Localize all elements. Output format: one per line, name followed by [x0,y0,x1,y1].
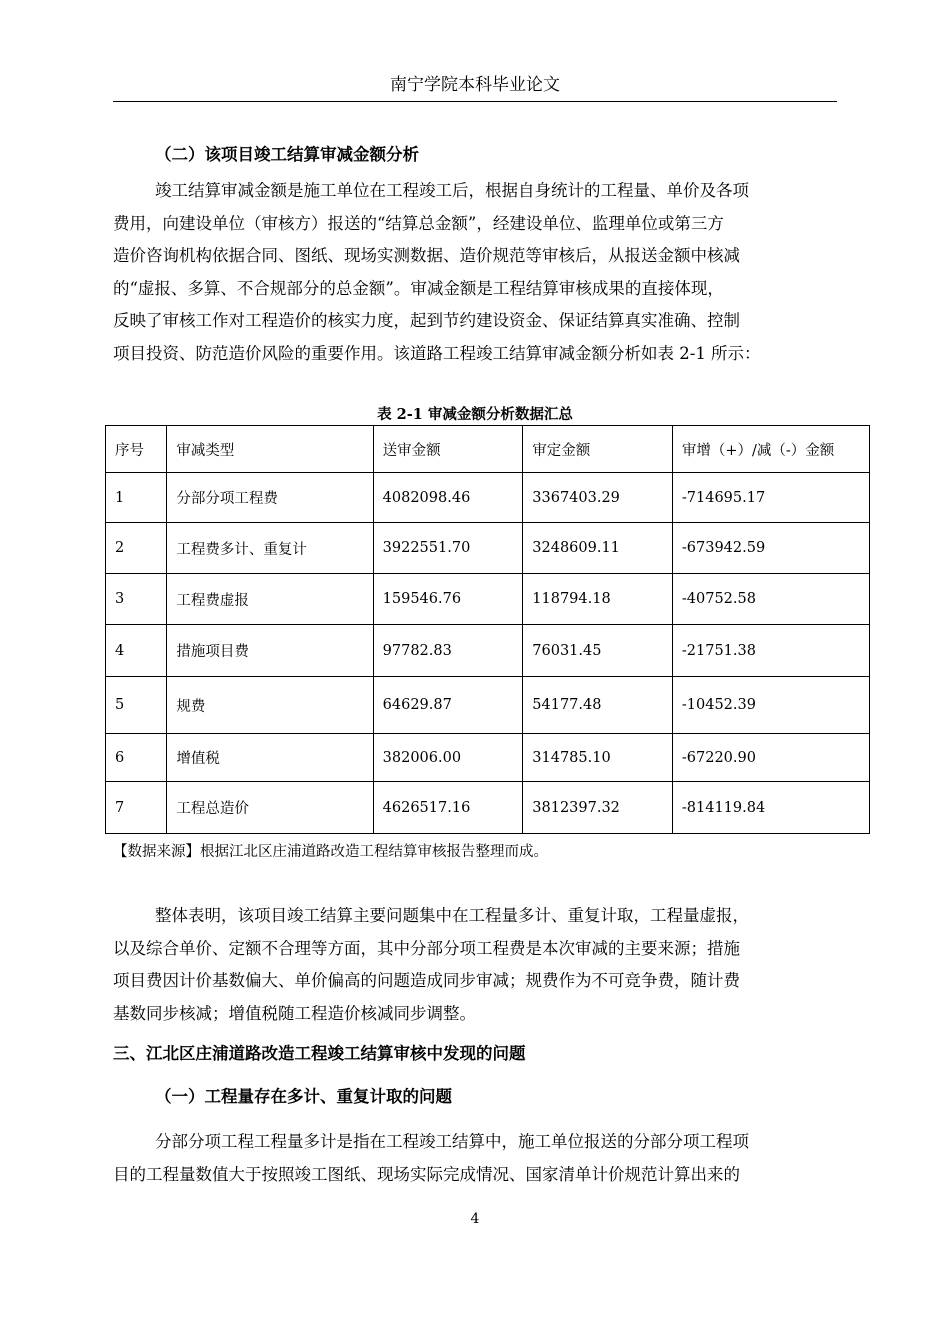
paragraph-line: 项目投资、防范造价风险的重要作用。该道路工程竣工结算审减金额分析如表 2-1 所示： [113,343,761,363]
table-cell: 97782.83 [373,625,523,677]
table-cell: -814119.84 [672,782,869,834]
table-cell: -10452.39 [672,677,869,734]
page-number: 4 [470,1211,480,1227]
paragraph-line: 竣工结算审减金额是施工单位在工程竣工后，根据自身统计的工程量、单价及各项 [155,181,749,200]
table-row [106,625,870,677]
header-cell: 序号 [106,426,167,473]
paragraph-line: 以及综合单价、定额不合理等方面，其中分部分项工程费是本次审减的主要来源；措施 [113,938,740,958]
table-cell: -67220.90 [672,734,869,782]
paragraph-2 [113,900,837,1030]
paragraph-line: 基数同步核减；增值税随工程造价核减同步调整。 [113,1003,476,1023]
table-cell: 64629.87 [373,677,523,734]
paragraph-line: 造价咨询机构依据合同、图纸、现场实测数据、造价规范等审核后，从报送金额中核减 [113,246,740,266]
table-cell: 工程费虚报 [167,574,373,625]
table-cell: 4 [106,625,167,677]
header-cell: 审减类型 [167,426,373,473]
table-row [106,677,870,734]
table-row [106,473,870,523]
table-cell: 76031.45 [523,625,673,677]
header-cell: 审增（+）/减（-）金额 [672,426,869,473]
table-cell: 增值税 [167,734,373,782]
table-cell: 1 [106,473,167,523]
table-cell: 6 [106,734,167,782]
section-heading-2: （二）该项目竣工结算审减金额分析 [155,145,419,164]
table-cell: 2 [106,523,167,574]
table-cell: 382006.00 [373,734,523,782]
header-cell: 审定金额 [523,426,673,473]
table-cell: 4626517.16 [373,782,523,834]
table-cell: 3367403.29 [523,473,673,523]
table-row [106,574,870,625]
table-cell: -673942.59 [672,523,869,574]
table-cell: 54177.48 [523,677,673,734]
table-cell: 措施项目费 [167,625,373,677]
table-header-row [106,426,870,473]
table-cell: 3 [106,574,167,625]
paragraph-3 [113,1126,837,1191]
table-cell: 3922551.70 [373,523,523,574]
table-cell: 3812397.32 [523,782,673,834]
table-caption: 表 2-1 审减金额分析数据汇总 [377,406,573,423]
chapter-heading-3: 三、江北区庄浦道路改造工程竣工结算审核中发现的问题 [113,1044,526,1063]
table-cell: 规费 [167,677,373,734]
audit-reduction-table [105,425,870,834]
table-cell: -40752.58 [672,574,869,625]
data-source-note: 【数据来源】根据江北区庄浦道路改造工程结算审核报告整理而成。 [113,844,548,860]
paragraph-line: 整体表明，该项目竣工结算主要问题集中在工程量多计、重复计取，工程量虚报， [155,906,749,925]
table-cell: 3248609.11 [523,523,673,574]
table-cell: 工程总造价 [167,782,373,834]
paragraph-line: 分部分项工程工程量多计是指在工程竣工结算中，施工单位报送的分部分项工程项 [155,1132,749,1151]
table-cell: 314785.10 [523,734,673,782]
running-header: 南宁学院本科毕业论文 [390,75,560,95]
table-row [106,734,870,782]
table-cell: -714695.17 [672,473,869,523]
paragraph-line: 目的工程量数值大于按照竣工图纸、现场实际完成情况、国家清单计价规范计算出来的 [113,1164,740,1184]
table-cell: 118794.18 [523,574,673,625]
table-cell: 159546.76 [373,574,523,625]
table-cell: 5 [106,677,167,734]
paragraph-line: 费用，向建设单位（审核方）报送的“结算总金额”，经建设单位、监理单位或第三方 [113,213,724,233]
header-cell: 送审金额 [373,426,523,473]
table-cell: 4082098.46 [373,473,523,523]
table-row [106,523,870,574]
table-cell: 工程费多计、重复计 [167,523,373,574]
table-row [106,782,870,834]
header-rule [113,101,837,102]
table-cell: -21751.38 [672,625,869,677]
table-cell: 7 [106,782,167,834]
table-cell: 分部分项工程费 [167,473,373,523]
paragraph-line: 项目费因计价基数偏大、单价偏高的问题造成同步审减；规费作为不可竞争费，随计费 [113,971,740,991]
subsection-heading-1: （一）工程量存在多计、重复计取的问题 [155,1087,452,1106]
paragraph-1 [113,175,837,371]
paragraph-line: 的“虚报、多算、不合规部分的总金额”。审减金额是工程结算审核成果的直接体现， [113,278,724,298]
paragraph-line: 反映了审核工作对工程造价的核实力度，起到节约建设资金、保证结算真实准确、控制 [113,311,740,331]
